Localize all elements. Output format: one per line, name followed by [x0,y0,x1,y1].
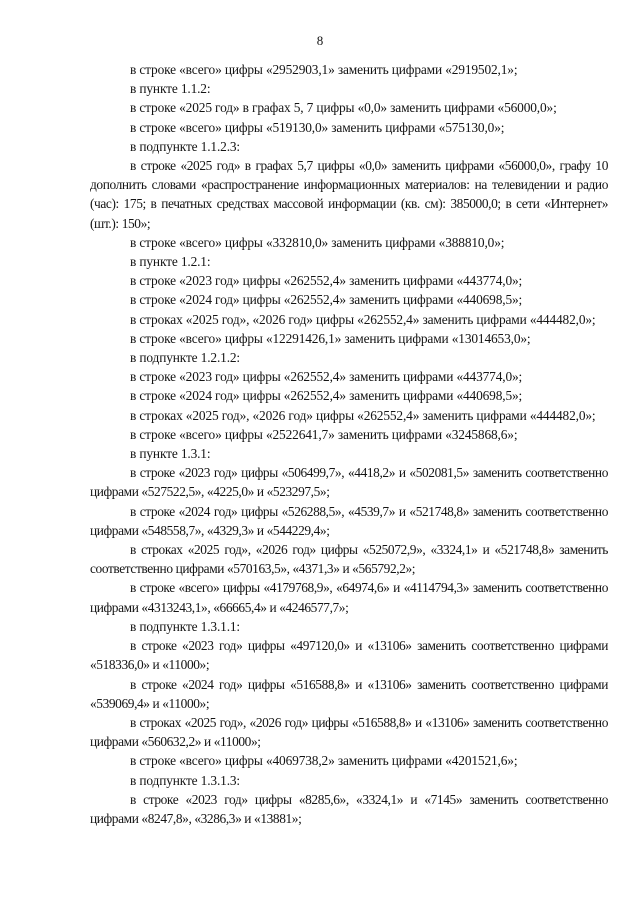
paragraph: в строке «2025 год» в графах 5, 7 цифры «0,0» заменить цифрами «56000,0»; [130,100,557,116]
paragraph: в строке «всего» цифры «12291426,1» заменить цифрами «13014653,0»; [130,330,531,346]
paragraph: в строках «2025 год», «2026 год» цифры «525072,9», «3324,1» и «521748,8» заменить соответственно цифрами «570163,5», «4371,3» и «565792,2»; [90,542,608,577]
paragraph: в строке «всего» цифры «4179768,9», «64974,6» и «4114794,3» заменить соответственно цифрами «4313243,1», «66665,4» и «4246577,7»; [90,580,608,615]
paragraph: в строке «2023 год» цифры «262552,4» заменить цифрами «443774,0»; [130,369,523,385]
paragraph: в строках «2025 год», «2026 год» цифры «516588,8» и «13106» заменить соответственно цифрами «560632,2» и «11000»; [90,714,608,750]
paragraph: в строке «всего» цифры «4069738,2» заменить цифрами «4201521,6»; [130,753,518,769]
paragraph: в строке «2024 год» цифры «526288,5», «4539,7» и «521748,8» заменить соответственно цифрами «548558,7», «4329,3» и «544229,4»; [90,503,608,538]
paragraph: в строках «2025 год», «2026 год» цифры «262552,4» заменить цифрами «444482,0»; [130,311,596,327]
paragraph: в строке «всего» цифры «2522641,7» заменить цифрами «3245868,6»; [130,426,518,442]
paragraph: в строке «всего» цифры «519130,0» заменить цифрами «575130,0»; [130,119,505,135]
paragraph: в строке «всего» цифры «332810,0» заменить цифрами «388810,0»; [130,234,505,250]
paragraph: в строке «2024 год» цифры «262552,4» заменить цифрами «440698,5»; [130,388,523,404]
paragraph: в пункте 1.2.1: [130,254,211,270]
paragraph: в строке «2025 год» в графах 5,7 цифры «0,0» заменить цифрами «56000,0», графу 10 дополнить словами «распространение информационных материалов: на телевидении и радио (час): 175; в печатных средствах массовой информации (кв. см): 385000,0; в сети «Интернет» (шт.): 150»; [90,158,608,231]
paragraph: в подпункте 1.3.1.1: [130,618,241,634]
page-number: 8 [316,33,324,48]
paragraph: в строке «2023 год» цифры «8285,6», «3324,1» и «7145» заменить соответственно цифрами «8247,8», «3286,3» и «13881»; [90,791,608,826]
paragraph: в строке «всего» цифры «2952903,1» заменить цифрами «2919502,1»; [130,62,518,77]
paragraph: в строке «2024 год» цифры «262552,4» заменить цифрами «440698,5»; [130,292,523,308]
paragraph: в подпункте 1.1.2.3: [130,138,241,154]
paragraph: в строке «2023 год» цифры «262552,4» заменить цифрами «443774,0»; [130,273,523,289]
paragraph: в подпункте 1.2.1.2: [130,350,241,366]
paragraph: в строке «2023 год» цифры «497120,0» и «13106» заменить соответственно цифрами «518336,0» и «11000»; [90,638,608,673]
document-body [90,60,608,828]
paragraph: в строке «2024 год» цифры «516588,8» и «13106» заменить соответственно цифрами «539069,4» и «11000»; [90,676,608,711]
paragraph: в подпункте 1.3.1.3: [130,772,241,788]
paragraph: в строке «2023 год» цифры «506499,7», «4418,2» и «502081,5» заменить соответственно цифрами «527522,5», «4225,0» и «523297,5»; [90,465,608,500]
paragraph: в пункте 1.1.2: [130,81,211,97]
paragraph: в пункте 1.3.1: [130,446,211,462]
paragraph: в строках «2025 год», «2026 год» цифры «262552,4» заменить цифрами «444482,0»; [130,407,596,423]
